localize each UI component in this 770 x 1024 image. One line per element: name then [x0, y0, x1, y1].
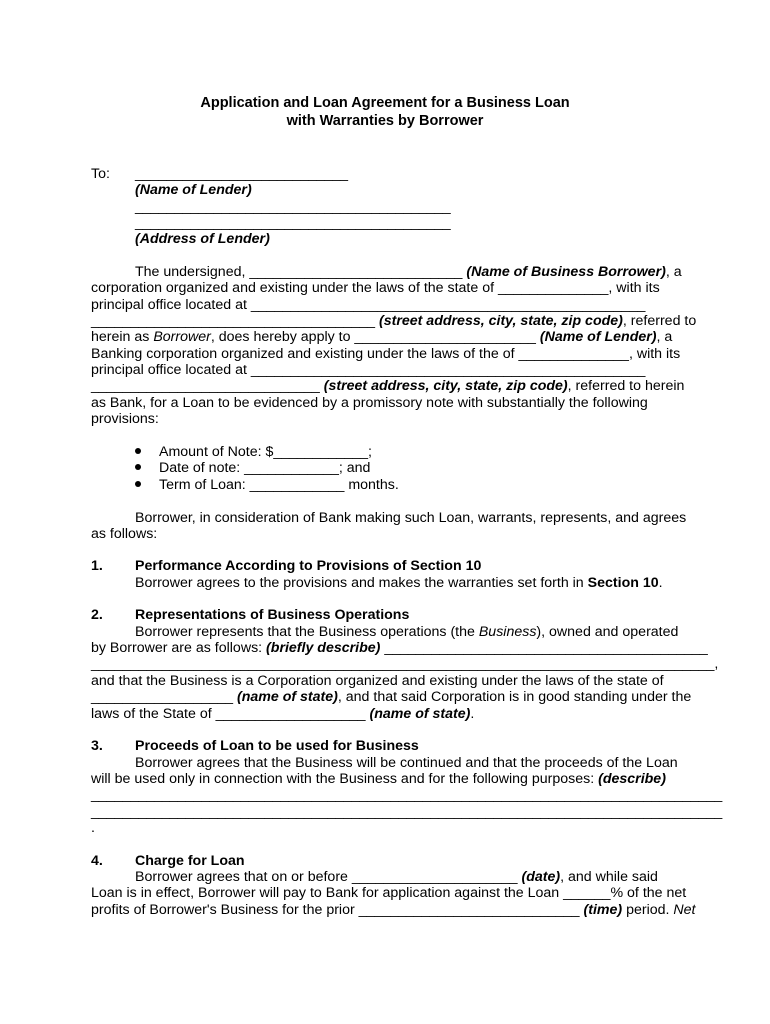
lender-address-blank-2: ________________________________________ — [135, 215, 451, 231]
section-3-line-1: Borrower agrees that the Business will be continued and that the proceeds of the Loan — [135, 755, 678, 771]
section-3-blank-2: ________________________________________________________________________________ — [91, 804, 723, 820]
lender-name-caption: (Name of Lender) — [135, 182, 252, 198]
intro-line-6: Banking corporation organized and existing under the laws of the of ______________, with its — [91, 346, 681, 362]
section-2-line-6: laws of the State of ___________________ (name of state). — [91, 706, 475, 722]
document-title-line-1: Application and Loan Agreement for a Business Loan — [200, 95, 570, 111]
section-3-line-2: will be used only in connection with the Business and for the following purposes: (describe) — [91, 771, 666, 787]
section-1-number: 1. — [91, 558, 103, 574]
bullet-icon — [135, 448, 141, 454]
section-2-line-3: _______________________________________________________________________________, — [91, 656, 719, 672]
to-label: To: — [91, 166, 110, 182]
section-2-heading: Representations of Business Operations — [135, 607, 410, 623]
consideration-line-1: Borrower, in consideration of Bank making such Loan, warrants, represents, and agrees — [135, 510, 687, 526]
provision-term: Term of Loan: ____________ months. — [159, 477, 399, 493]
section-3-heading: Proceeds of Loan to be used for Business — [135, 738, 419, 754]
section-3-period: . — [91, 820, 95, 836]
lender-name-blank: ___________________________ — [135, 166, 349, 182]
section-4-line-1: Borrower agrees that on or before _____________________ (date), and while said — [135, 869, 658, 885]
section-2-line-4: and that the Business is a Corporation organized and existing under the laws of the state of — [91, 673, 664, 689]
section-2-line-1: Borrower represents that the Business operations (the Business), owned and operated — [135, 624, 679, 640]
section-1-heading: Performance According to Provisions of Section 10 — [135, 558, 482, 574]
document-title-line-2: with Warranties by Borrower — [286, 113, 484, 129]
section-4-line-3: profits of Borrower's Business for the prior ____________________________ (time) period. Net — [91, 902, 696, 918]
bullet-icon — [135, 464, 141, 470]
intro-line-3: principal office located at __________________________________________________ — [91, 297, 646, 313]
section-2-number: 2. — [91, 607, 103, 623]
provision-amount: Amount of Note: $____________; — [159, 444, 372, 460]
section-3-blank-1: ________________________________________________________________________________ — [91, 787, 723, 803]
section-2-line-5: __________________ (name of state), and that said Corporation is in good standing under the — [91, 689, 692, 705]
intro-line-2: corporation organized and existing under the laws of the state of ______________, with its — [91, 280, 660, 296]
intro-line-4: ____________________________________ (street address, city, state, zip code), referred to — [91, 313, 697, 329]
bullet-icon — [135, 481, 141, 487]
section-3-number: 3. — [91, 738, 103, 754]
intro-line-1: The undersigned, ___________________________ (Name of Business Borrower), a — [135, 264, 682, 280]
section-1-body: Borrower agrees to the provisions and makes the warranties set forth in Section 10. — [135, 575, 663, 591]
intro-line-7: principal office located at __________________________________________________ — [91, 362, 646, 378]
provision-date: Date of note: ____________; and — [159, 460, 371, 476]
intro-line-8: _____________________________ (street address, city, state, zip code), referred to herein — [91, 378, 685, 394]
section-4-number: 4. — [91, 853, 103, 869]
lender-address-blank-1: ________________________________________ — [135, 199, 451, 215]
intro-line-10: provisions: — [91, 411, 159, 427]
lender-address-caption: (Address of Lender) — [135, 231, 270, 247]
section-4-heading: Charge for Loan — [135, 853, 245, 869]
section-4-line-2: Loan is in effect, Borrower will pay to Bank for application against the Loan ______% of the net — [91, 885, 687, 901]
section-2-line-2: by Borrower are as follows: (briefly describe) _________________________________________ — [91, 640, 708, 656]
consideration-line-2: as follows: — [91, 526, 158, 542]
intro-line-9: as Bank, for a Loan to be evidenced by a promissory note with substantially the following — [91, 395, 648, 411]
intro-line-5: herein as Borrower, does hereby apply to _______________________ (Name of Lender), a — [91, 329, 673, 345]
